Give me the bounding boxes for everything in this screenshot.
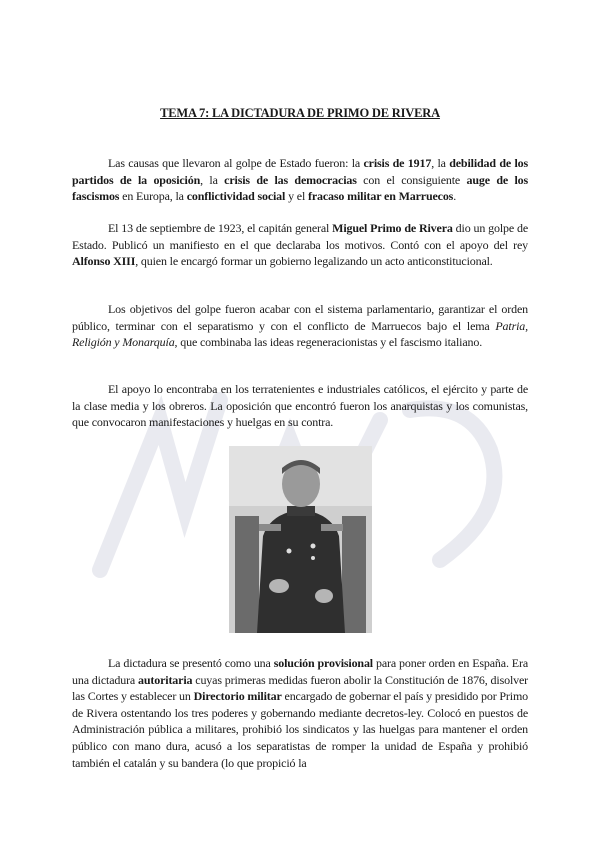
text-run: La dictadura se presentó como una bbox=[108, 656, 274, 670]
text-run: para poner orden en España. Era una dictadura bbox=[72, 656, 528, 687]
bold-term: auge de los fascismos bbox=[72, 172, 528, 204]
paragraph-support bbox=[72, 381, 528, 431]
bold-term: Miguel Primo de Rivera bbox=[332, 221, 453, 235]
bold-term: crisis de las democracias bbox=[224, 172, 357, 187]
paragraph-dictatorship bbox=[72, 655, 528, 771]
paragraph-coup bbox=[72, 220, 528, 270]
text-run: , quien le encargó formar un gobierno legalizando un acto anticonstitucional. bbox=[135, 254, 493, 269]
bold-term: Directorio militar bbox=[193, 689, 282, 704]
text-run: con el consiguiente bbox=[356, 172, 467, 187]
bold-term: solución provisional bbox=[273, 656, 373, 670]
text-run: , la bbox=[200, 172, 225, 187]
portrait-photo bbox=[229, 446, 372, 633]
portrait-figure bbox=[229, 446, 372, 633]
text-run: en Europa, la bbox=[119, 189, 187, 204]
text-run: encargado de gobernar el país y presidido por Primo de Rivera ostentando los tres poderes y gobernando mediante decretos-ley. Colocó en puestos de Administración pública a militares, prohibió los sindicatos y las huelgas para mantener el orden público con mano dura, acusó a los separatistas de romper la unidad de España y prohibió también el catalán y su bandera (lo que propició la bbox=[72, 689, 528, 770]
text-run: y el bbox=[285, 189, 308, 204]
bold-term: Alfonso XIII bbox=[72, 254, 136, 269]
text-run: , la bbox=[431, 156, 450, 170]
text-run: , que combinaba las ideas regeneracionistas y el fascismo italiano. bbox=[174, 335, 483, 350]
italic-term: Patria, Religión y Monarquía bbox=[72, 318, 528, 350]
bold-term: conflictividad social bbox=[186, 189, 286, 204]
text-run: . bbox=[453, 189, 457, 204]
bold-term: autoritaria bbox=[138, 672, 193, 687]
paragraph-causes bbox=[72, 155, 528, 205]
bold-term: debilidad de los partidos de la oposición bbox=[72, 156, 528, 187]
paragraph-objectives bbox=[72, 301, 528, 351]
text-run: El 13 de septiembre de 1923, el capitán general bbox=[108, 221, 333, 235]
bold-term: fracaso militar en Marruecos bbox=[308, 189, 454, 204]
document-title: TEMA 7: LA DICTADURA DE PRIMO DE RIVERA bbox=[160, 106, 440, 120]
bold-term: crisis de 1917 bbox=[363, 156, 432, 170]
text-run: Los objetivos del golpe fueron acabar con el sistema parlamentario, garantizar el orden público, terminar con el separatismo y con el conflicto de Marruecos bajo el lema bbox=[72, 302, 528, 333]
text-run: El apoyo lo encontraba en los terratenientes e industriales católicos, el ejército y parte de la clase media y los obreros. La oposición que encontró fueron los anarquistas y los comunistas, que convocaron manifestaciones y huelgas en su contra. bbox=[72, 382, 528, 430]
text-run: dio un golpe de Estado. Publicó un manifiesto en el que declaraba los motivos. Contó con el apoyo del rey bbox=[72, 221, 528, 252]
text-run: Las causas que llevaron al golpe de Estado fueron: la bbox=[108, 156, 364, 170]
text-run: cuyas primeras medidas fueron abolir la Constitución de 1876, disolver las Cortes y establecer un bbox=[72, 672, 528, 704]
